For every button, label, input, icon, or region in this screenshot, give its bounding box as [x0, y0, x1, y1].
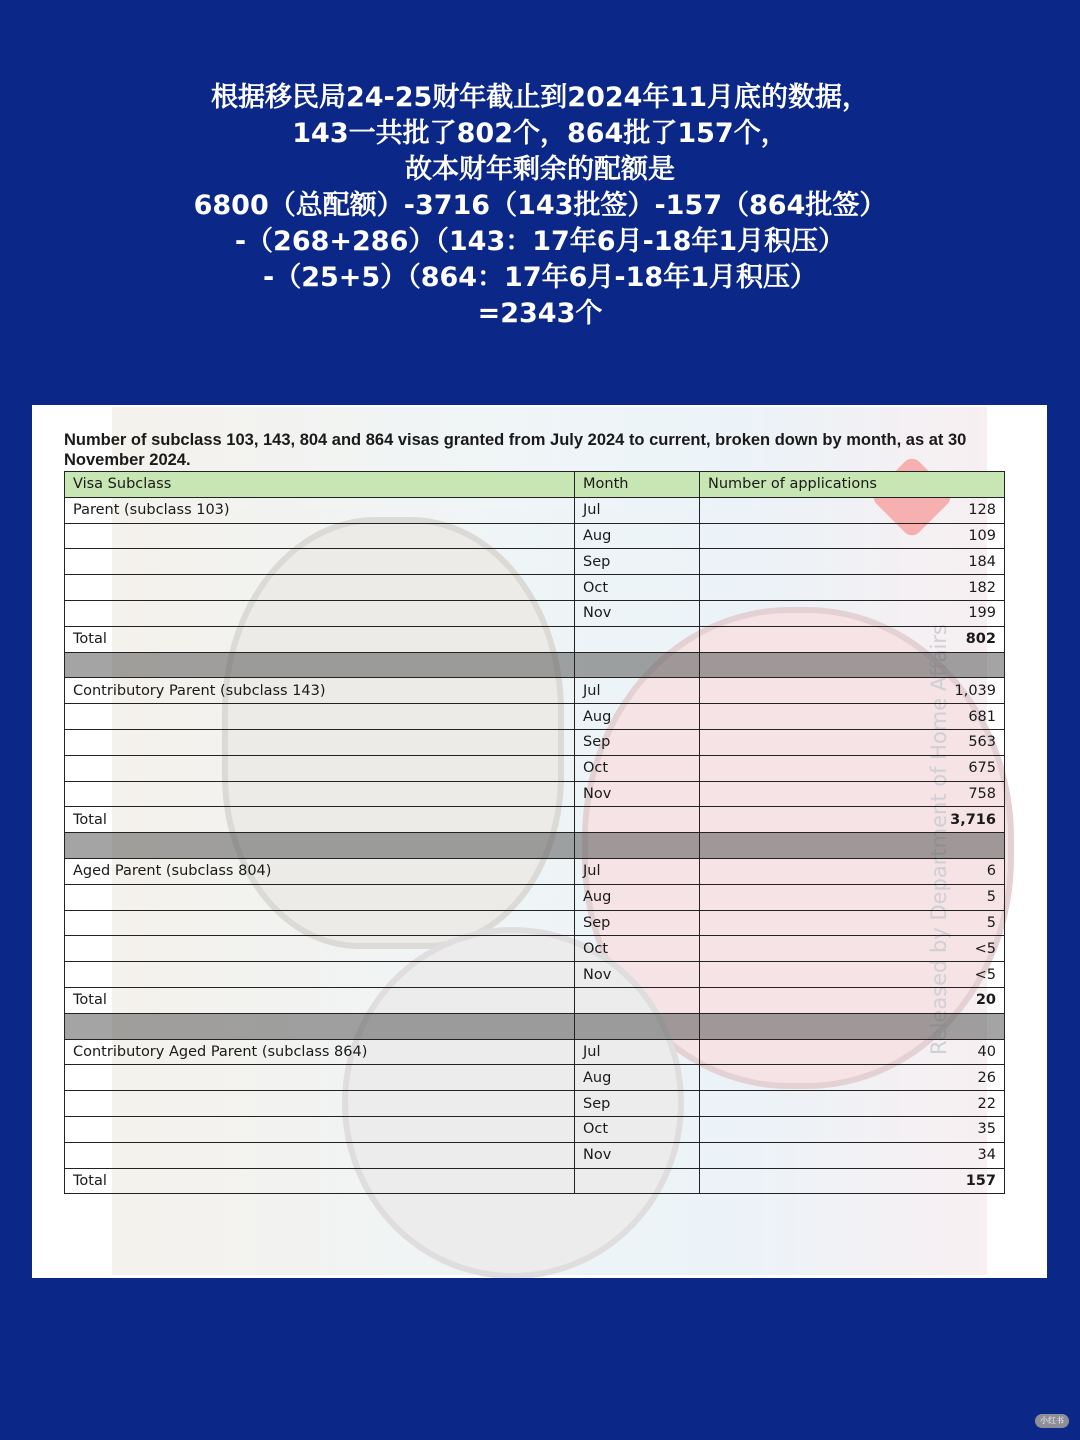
- column-header: Number of applications: [700, 472, 1005, 498]
- count-cell: 199: [700, 600, 1005, 626]
- month-cell: Sep: [575, 549, 700, 575]
- table-row: [65, 936, 1005, 962]
- table-row: [65, 497, 1005, 523]
- table-row: [65, 1116, 1005, 1142]
- total-value: 3,716: [700, 807, 1005, 833]
- subclass-cell: [65, 600, 575, 626]
- table-row: [65, 884, 1005, 910]
- month-cell: Sep: [575, 910, 700, 936]
- table-row: [65, 962, 1005, 988]
- count-cell: 35: [700, 1116, 1005, 1142]
- count-cell: 34: [700, 1142, 1005, 1168]
- table-body: [65, 497, 1005, 1194]
- count-cell: 184: [700, 549, 1005, 575]
- separator-cell: [65, 1013, 575, 1039]
- separator-row: [65, 833, 1005, 859]
- total-label: Total: [65, 807, 575, 833]
- separator-row: [65, 1013, 1005, 1039]
- subclass-cell: [65, 704, 575, 730]
- headline-line: 143一共批了802个，864批了157个，: [292, 118, 788, 149]
- table-row: [65, 1142, 1005, 1168]
- headline-line: -（268+286）（143：17年6月-18年1月积压）: [234, 226, 846, 257]
- total-label: Total: [65, 1168, 575, 1194]
- month-cell: Nov: [575, 962, 700, 988]
- total-row: [65, 807, 1005, 833]
- separator-cell: [575, 652, 700, 678]
- table-header-row: [65, 472, 1005, 498]
- separator-row: [65, 652, 1005, 678]
- table-row: [65, 704, 1005, 730]
- separator-cell: [700, 1013, 1005, 1039]
- headline-line: =2343个: [477, 298, 603, 329]
- separator-cell: [700, 652, 1005, 678]
- app-badge: 小红书: [1035, 1414, 1069, 1428]
- month-cell: Aug: [575, 704, 700, 730]
- subclass-cell: [65, 755, 575, 781]
- subclass-cell: Contributory Parent (subclass 143): [65, 678, 575, 704]
- subclass-cell: [65, 1091, 575, 1117]
- count-cell: 182: [700, 575, 1005, 601]
- table-row: [65, 755, 1005, 781]
- month-cell: Oct: [575, 936, 700, 962]
- count-cell: 563: [700, 729, 1005, 755]
- table-row: [65, 549, 1005, 575]
- count-cell: 681: [700, 704, 1005, 730]
- table-row: [65, 1039, 1005, 1065]
- separator-cell: [65, 833, 575, 859]
- document-scan: [32, 405, 1047, 1278]
- table-row: [65, 678, 1005, 704]
- table-row: [65, 523, 1005, 549]
- month-cell: Nov: [575, 1142, 700, 1168]
- total-row: [65, 987, 1005, 1013]
- subclass-cell: [65, 936, 575, 962]
- table-row: [65, 858, 1005, 884]
- table-row: [65, 600, 1005, 626]
- empty-cell: [575, 987, 700, 1013]
- visa-table: [64, 471, 1005, 1194]
- empty-cell: [575, 807, 700, 833]
- month-cell: Jul: [575, 858, 700, 884]
- count-cell: 26: [700, 1065, 1005, 1091]
- separator-cell: [575, 1013, 700, 1039]
- month-cell: Jul: [575, 1039, 700, 1065]
- count-cell: <5: [700, 936, 1005, 962]
- separator-cell: [575, 833, 700, 859]
- headline-line: 故本财年剩余的配额是: [405, 154, 675, 185]
- count-cell: 5: [700, 884, 1005, 910]
- total-row: [65, 626, 1005, 652]
- count-cell: 40: [700, 1039, 1005, 1065]
- subclass-cell: [65, 575, 575, 601]
- subclass-cell: Parent (subclass 103): [65, 497, 575, 523]
- table-row: [65, 575, 1005, 601]
- subclass-cell: [65, 1142, 575, 1168]
- month-cell: Aug: [575, 523, 700, 549]
- month-cell: Nov: [575, 781, 700, 807]
- count-cell: 675: [700, 755, 1005, 781]
- table-row: [65, 1065, 1005, 1091]
- total-row: [65, 1168, 1005, 1194]
- subclass-cell: [65, 729, 575, 755]
- total-value: 157: [700, 1168, 1005, 1194]
- separator-cell: [65, 652, 575, 678]
- empty-cell: [575, 1168, 700, 1194]
- document-title: Number of subclass 103, 143, 804 and 864 visas granted from July 2024 to current, broken down by month, as at 30 November 2024.: [64, 431, 967, 469]
- count-cell: 5: [700, 910, 1005, 936]
- month-cell: Jul: [575, 497, 700, 523]
- month-cell: Nov: [575, 600, 700, 626]
- headline-line: 根据移民局24-25财年截止到2024年11月底的数据，: [210, 82, 870, 113]
- month-cell: Sep: [575, 729, 700, 755]
- headline: [0, 80, 1080, 332]
- column-header: Visa Subclass: [65, 472, 575, 498]
- table-row: [65, 781, 1005, 807]
- month-cell: Aug: [575, 884, 700, 910]
- month-cell: Oct: [575, 575, 700, 601]
- count-cell: 22: [700, 1091, 1005, 1117]
- total-value: 20: [700, 987, 1005, 1013]
- column-header: Month: [575, 472, 700, 498]
- total-label: Total: [65, 987, 575, 1013]
- subclass-cell: Aged Parent (subclass 804): [65, 858, 575, 884]
- subclass-cell: [65, 549, 575, 575]
- table-row: [65, 1091, 1005, 1117]
- subclass-cell: [65, 1065, 575, 1091]
- subclass-cell: [65, 1116, 575, 1142]
- table-row: [65, 910, 1005, 936]
- table-row: [65, 729, 1005, 755]
- subclass-cell: [65, 962, 575, 988]
- count-cell: 109: [700, 523, 1005, 549]
- subclass-cell: [65, 884, 575, 910]
- separator-cell: [700, 833, 1005, 859]
- total-value: 802: [700, 626, 1005, 652]
- headline-line: -（25+5）（864：17年6月-18年1月积压）: [263, 262, 817, 293]
- subclass-cell: Contributory Aged Parent (subclass 864): [65, 1039, 575, 1065]
- subclass-cell: [65, 910, 575, 936]
- month-cell: Sep: [575, 1091, 700, 1117]
- headline-line: 6800（总配额）-3716（143批签）-157（864批签）: [193, 190, 887, 221]
- subclass-cell: [65, 523, 575, 549]
- month-cell: Aug: [575, 1065, 700, 1091]
- month-cell: Jul: [575, 678, 700, 704]
- month-cell: Oct: [575, 755, 700, 781]
- count-cell: 1,039: [700, 678, 1005, 704]
- count-cell: 128: [700, 497, 1005, 523]
- count-cell: 6: [700, 858, 1005, 884]
- month-cell: Oct: [575, 1116, 700, 1142]
- count-cell: 758: [700, 781, 1005, 807]
- subclass-cell: [65, 781, 575, 807]
- total-label: Total: [65, 626, 575, 652]
- count-cell: <5: [700, 962, 1005, 988]
- empty-cell: [575, 626, 700, 652]
